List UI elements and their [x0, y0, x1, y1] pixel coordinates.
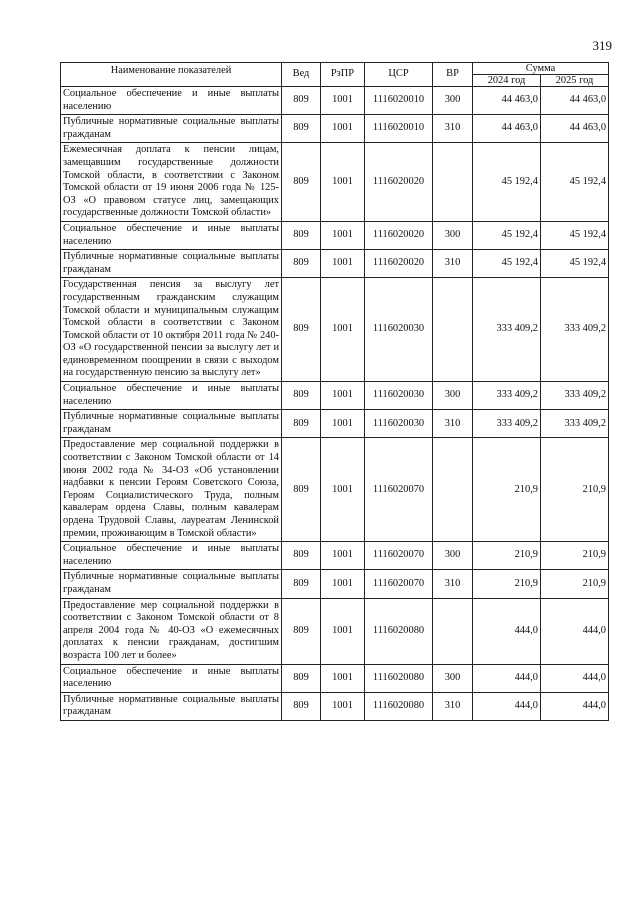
row-ved: 809 — [282, 382, 321, 410]
row-vr — [433, 438, 473, 542]
header-2024: 2024 год — [473, 75, 541, 87]
header-sum: Сумма — [473, 63, 609, 75]
row-rzpr: 1001 — [321, 87, 365, 115]
table-row — [61, 692, 609, 720]
row-vr: 300 — [433, 221, 473, 249]
row-rzpr: 1001 — [321, 250, 365, 278]
row-sum-2024: 444,0 — [473, 692, 541, 720]
row-rzpr: 1001 — [321, 692, 365, 720]
row-sum-2024: 45 192,4 — [473, 221, 541, 249]
table-row — [61, 382, 609, 410]
row-rzpr: 1001 — [321, 143, 365, 222]
row-sum-2024: 444,0 — [473, 664, 541, 692]
row-vr — [433, 598, 473, 664]
table-row — [61, 115, 609, 143]
row-vr: 300 — [433, 664, 473, 692]
row-ved: 809 — [282, 692, 321, 720]
row-vr — [433, 278, 473, 382]
row-csr: 1116020020 — [365, 221, 433, 249]
row-name: Предоставление мер социальной поддержки в соответствии с Законом Томской области от 14 июня 2002 года № 34-ОЗ «Об установлении надбавки к пенсии Героям Советского Союза, Героям Социалистического Труда, полным кавалерам ордена Славы, полным кавалерам ордена Трудовой Славы, лауреатам Ленинской премии, проживающим в Томской области» — [61, 438, 282, 542]
row-csr: 1116020020 — [365, 250, 433, 278]
row-sum-2025: 210,9 — [541, 570, 609, 598]
row-csr: 1116020070 — [365, 542, 433, 570]
row-sum-2025: 44 463,0 — [541, 87, 609, 115]
row-name: Социальное обеспечение и иные выплаты населению — [61, 664, 282, 692]
row-name: Государственная пенсия за выслугу лет государственным гражданским служащим Томской области и муниципальным служащим Томской области в соответствии с Законом Томской области от 10 октября 2011 года № 240-ОЗ «О государственной пенсии за выслугу лет и единовременном поощрении в связи с выходом на государственную пенсию за выслугу лет» — [61, 278, 282, 382]
row-csr: 1116020030 — [365, 382, 433, 410]
header-vr: ВР — [433, 63, 473, 87]
row-csr: 1116020030 — [365, 410, 433, 438]
row-ved: 809 — [282, 115, 321, 143]
row-name: Социальное обеспечение и иные выплаты населению — [61, 221, 282, 249]
row-ved: 809 — [282, 542, 321, 570]
row-ved: 809 — [282, 664, 321, 692]
row-csr: 1116020080 — [365, 598, 433, 664]
row-rzpr: 1001 — [321, 278, 365, 382]
row-ved: 809 — [282, 598, 321, 664]
table-row — [61, 250, 609, 278]
budget-table — [60, 62, 609, 721]
table-row — [61, 221, 609, 249]
row-sum-2025: 210,9 — [541, 542, 609, 570]
row-csr: 1116020070 — [365, 438, 433, 542]
row-sum-2024: 333 409,2 — [473, 278, 541, 382]
row-name: Социальное обеспечение и иные выплаты населению — [61, 87, 282, 115]
row-rzpr: 1001 — [321, 410, 365, 438]
row-rzpr: 1001 — [321, 438, 365, 542]
row-name: Предоставление мер социальной поддержки в соответствии с Законом Томской области от 8 апреля 2004 года № 40-ОЗ «О ежемесячных доплатах к пенсии гражданам, достигшим возраста 100 лет и более» — [61, 598, 282, 664]
row-vr: 310 — [433, 692, 473, 720]
table-row — [61, 410, 609, 438]
row-vr: 310 — [433, 570, 473, 598]
row-vr — [433, 143, 473, 222]
row-ved: 809 — [282, 143, 321, 222]
row-sum-2024: 45 192,4 — [473, 250, 541, 278]
row-csr: 1116020070 — [365, 570, 433, 598]
row-ved: 809 — [282, 278, 321, 382]
page-number: 319 — [592, 38, 612, 53]
table-row — [61, 87, 609, 115]
row-rzpr: 1001 — [321, 115, 365, 143]
header-csr: ЦСР — [365, 63, 433, 87]
table-row — [61, 570, 609, 598]
header-2025: 2025 год — [541, 75, 609, 87]
row-sum-2025: 210,9 — [541, 438, 609, 542]
row-sum-2025: 333 409,2 — [541, 382, 609, 410]
header-ved: Вед — [282, 63, 321, 87]
row-ved: 809 — [282, 250, 321, 278]
row-csr: 1116020080 — [365, 664, 433, 692]
row-ved: 809 — [282, 438, 321, 542]
row-sum-2024: 210,9 — [473, 542, 541, 570]
row-csr: 1116020010 — [365, 87, 433, 115]
row-rzpr: 1001 — [321, 221, 365, 249]
row-rzpr: 1001 — [321, 598, 365, 664]
row-vr: 300 — [433, 542, 473, 570]
header-rzpr: РзПР — [321, 63, 365, 87]
row-name: Публичные нормативные социальные выплаты гражданам — [61, 115, 282, 143]
row-vr: 310 — [433, 115, 473, 143]
row-sum-2025: 333 409,2 — [541, 410, 609, 438]
row-sum-2024: 44 463,0 — [473, 115, 541, 143]
row-name: Публичные нормативные социальные выплаты гражданам — [61, 250, 282, 278]
row-vr: 300 — [433, 382, 473, 410]
row-ved: 809 — [282, 410, 321, 438]
row-rzpr: 1001 — [321, 542, 365, 570]
row-sum-2025: 45 192,4 — [541, 143, 609, 222]
row-sum-2025: 44 463,0 — [541, 115, 609, 143]
row-name: Ежемесячная доплата к пенсии лицам, замещавшим государственные должности Томской области, в соответствии с Законом Томской области от 19 июня 2006 года № 125-ОЗ «О правовом статусе лиц, замещающих государственные должности Томской области» — [61, 143, 282, 222]
row-name: Публичные нормативные социальные выплаты гражданам — [61, 692, 282, 720]
table-row — [61, 278, 609, 382]
table-header — [61, 63, 609, 87]
row-csr: 1116020020 — [365, 143, 433, 222]
row-sum-2025: 444,0 — [541, 598, 609, 664]
row-sum-2025: 444,0 — [541, 664, 609, 692]
row-name: Публичные нормативные социальные выплаты гражданам — [61, 570, 282, 598]
row-ved: 809 — [282, 570, 321, 598]
row-sum-2024: 210,9 — [473, 438, 541, 542]
row-sum-2024: 210,9 — [473, 570, 541, 598]
row-rzpr: 1001 — [321, 664, 365, 692]
table-row — [61, 664, 609, 692]
row-csr: 1116020010 — [365, 115, 433, 143]
row-sum-2025: 444,0 — [541, 692, 609, 720]
row-rzpr: 1001 — [321, 382, 365, 410]
row-csr: 1116020080 — [365, 692, 433, 720]
row-csr: 1116020030 — [365, 278, 433, 382]
row-sum-2025: 45 192,4 — [541, 250, 609, 278]
row-sum-2025: 333 409,2 — [541, 278, 609, 382]
header-name: Наименование показателей — [61, 63, 282, 87]
table-row — [61, 438, 609, 542]
table-body — [61, 87, 609, 721]
row-name: Публичные нормативные социальные выплаты гражданам — [61, 410, 282, 438]
row-sum-2024: 333 409,2 — [473, 410, 541, 438]
row-sum-2024: 45 192,4 — [473, 143, 541, 222]
row-sum-2025: 45 192,4 — [541, 221, 609, 249]
table-row — [61, 598, 609, 664]
row-sum-2024: 333 409,2 — [473, 382, 541, 410]
row-ved: 809 — [282, 221, 321, 249]
row-sum-2024: 44 463,0 — [473, 87, 541, 115]
table-row — [61, 542, 609, 570]
row-rzpr: 1001 — [321, 570, 365, 598]
row-name: Социальное обеспечение и иные выплаты населению — [61, 382, 282, 410]
row-vr: 310 — [433, 250, 473, 278]
row-name: Социальное обеспечение и иные выплаты населению — [61, 542, 282, 570]
row-vr: 310 — [433, 410, 473, 438]
row-sum-2024: 444,0 — [473, 598, 541, 664]
table-row — [61, 143, 609, 222]
row-ved: 809 — [282, 87, 321, 115]
row-vr: 300 — [433, 87, 473, 115]
